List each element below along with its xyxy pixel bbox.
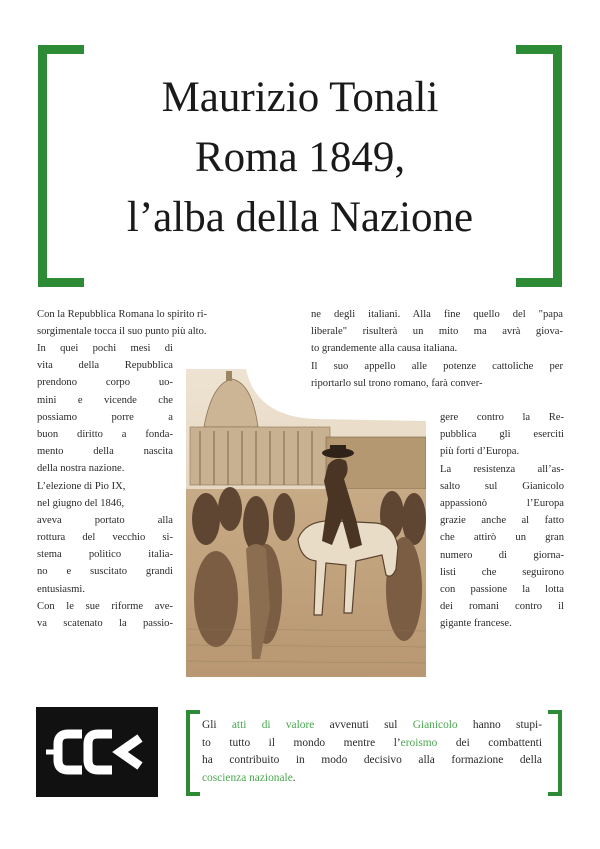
column-left [37,306,287,340]
publisher-logo [36,707,158,797]
text-line: La resistenza all’as- [440,463,564,475]
text-line: con passione la lotta [440,583,564,595]
quote-line [202,735,542,753]
text-line: In quei pochi mesi di [37,343,173,354]
text-line: gere contro la Re- [440,412,564,423]
book-title [70,68,530,248]
text-line: ne degli italiani. Alla fine quello del "papa [311,309,563,320]
text-line: che attirò un gran [440,532,564,544]
text-line: Il suo appello alle potenze cattoliche per [311,360,563,372]
quote-text [202,717,542,787]
column-left-narrow [37,340,173,632]
quote-fragment: to tutto il mondo mentre l’ [202,736,401,749]
title-line-1: Roma 1849, [194,134,406,181]
quote-line [202,770,542,788]
text-line: dei romani contro il [440,601,564,613]
text-line: più forti d’Europa. [440,446,520,458]
column-right-narrow [440,409,564,632]
text-line: va scatenato la passio- [37,618,173,629]
cc-logo-icon [36,707,158,797]
text-line: grazie anche al fatto [440,515,564,527]
quote-highlight: Gianicolo [412,719,458,731]
text-line: buon diritto a fonda- [37,428,173,440]
quote-bracket-right [548,710,562,796]
text-line: vita della Repubblica [37,360,173,372]
quote-highlight: coscienza nazionale [202,771,293,784]
text-line: salto sul Gianicolo [440,480,564,492]
text-line: aveva portato alla [37,514,173,526]
quote-bracket-left [186,710,200,796]
text-line: Con le sue riforme ave- [37,600,173,612]
quote-fragment: Gli [202,719,232,731]
text-line: stema politico italia- [37,549,173,561]
text-line: mini e vicende che [37,394,173,406]
quote-fragment: hanno stupi- [457,719,542,731]
quote-highlight: eroismo [400,736,438,749]
text-line: numero di giorna- [440,549,564,561]
quote-fragment: avvenuti sul [314,719,413,731]
quote-fragment: . [292,771,296,784]
text-line: nel giugno del 1846, [37,497,125,509]
quote-line [202,717,542,735]
text-line: prendono corpo uo- [37,377,173,389]
text-line: L’elezione di Pio IX, [37,480,126,492]
text-line: gigante francese. [440,618,512,630]
title-line-2: l’alba della Nazione [126,194,474,241]
author-name: Maurizio Tonali [161,74,439,121]
text-line: mento della nascita [37,446,173,458]
quote-fragment: dei combattenti [437,736,542,749]
text-line: entusiasmi. [37,583,85,595]
text-line: no e suscitato grandi [37,566,173,578]
text-line: della nostra nazione. [37,463,125,475]
text-line: possiamo porre a [37,411,173,423]
text-line: listi che seguirono [440,566,564,578]
text-line: Con la Repubblica Romana lo spirito ri- [37,309,208,320]
text-line: rottura del vecchio si- [37,532,173,544]
text-line: to grandemente alla causa italiana. [311,343,458,355]
text-line: riportarlo sul trono romano, farà conver- [311,377,483,389]
text-line: appassionò l’Europa [440,497,564,509]
quote-line: ha contribuito in modo decisivo alla formazione della [202,754,542,766]
engraving-illustration [186,369,426,677]
quote-highlight: atti di valore [231,719,315,731]
text-line: sorgimentale tocca il suo punto più alto. [37,326,207,338]
text-line: liberale" risulterà un mito ma avrà giova- [311,326,563,338]
text-line: pubblica gli eserciti [440,429,564,441]
